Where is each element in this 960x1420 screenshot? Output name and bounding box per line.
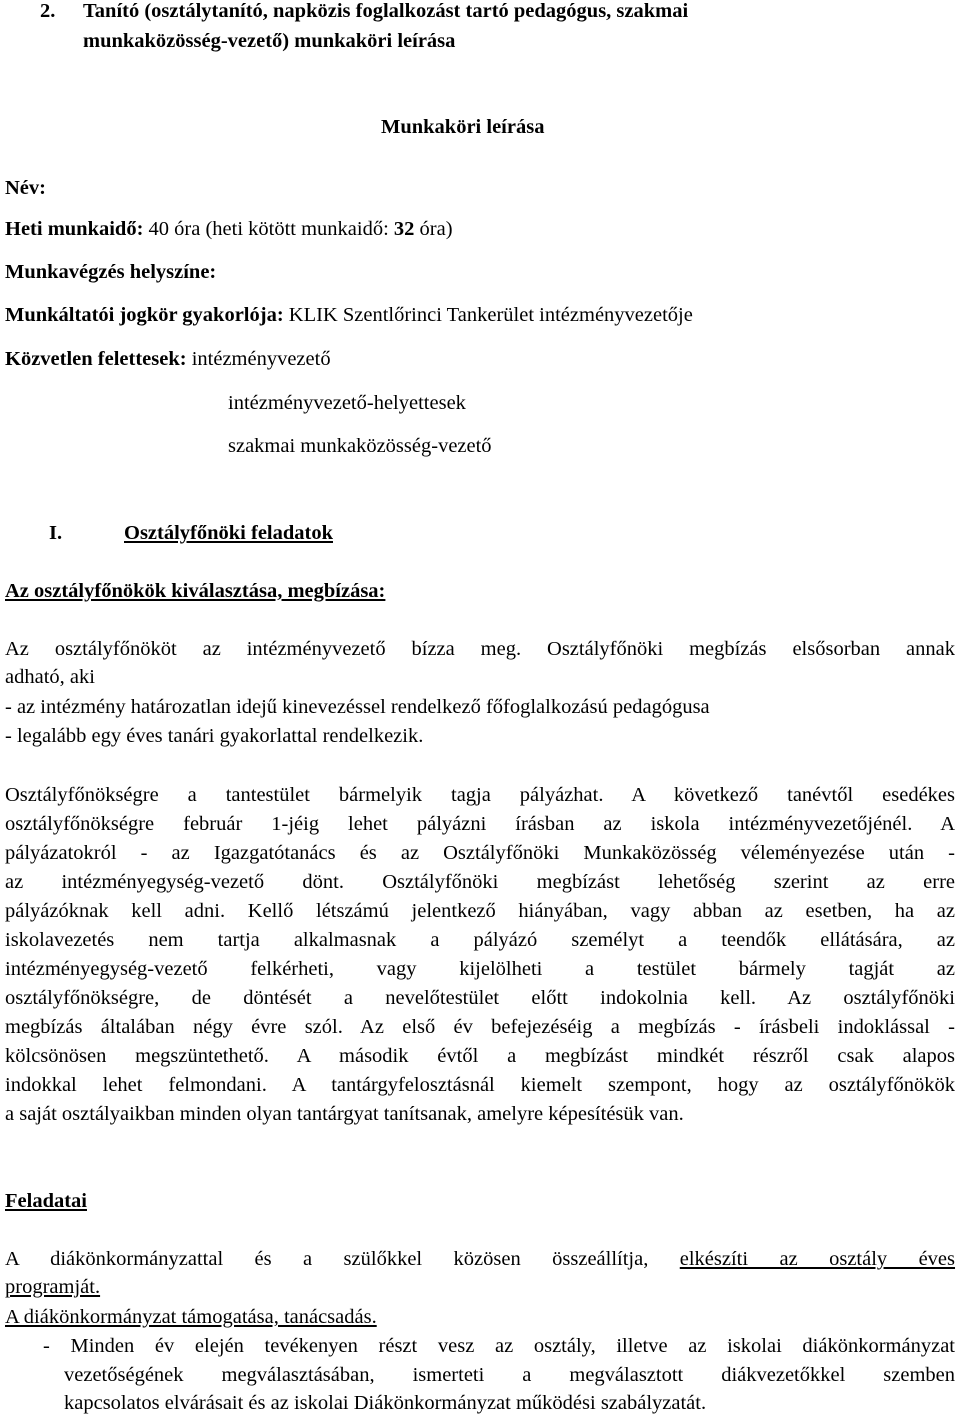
tasks-line-1 [5, 1248, 955, 1271]
para2-line: pályázatokról - az Igazgatótanács és az Osztályfőnöki Munkaközösség véleményezése után - [5, 842, 955, 864]
list-item: - legalább egy éves tanári gyakorlattal rendelkezik. [5, 725, 424, 747]
para2-line: osztályfőnökségre február 1-jéig lehet pályázni írásban az iskola intézményvezetőjénél. A [5, 813, 955, 835]
superiors-label: Közvetlen felettesek: [5, 348, 187, 370]
workplace-label: Munkavégzés helyszíne: [5, 261, 217, 283]
para2-line: osztályfőnökségre, de döntését a nevelőtestület előtt indokolnia kell. Az osztályfőnöki [5, 987, 955, 1009]
section-subtitle: Az osztályfőnökök kiválasztása, megbízása: [5, 580, 386, 602]
name-label: Név: [5, 177, 46, 199]
para2-line: pályázóknak kell adni. Kellő létszámú jelentkező hiányában, vagy abban az esetben, ha az [5, 900, 955, 922]
para2-line: iskolavezetés nem tartja alkalmasnak a pályázó személyt a teendők ellátására, az [5, 929, 955, 951]
superiors-row [5, 348, 331, 371]
tasks-line-3: A diákönkormányzat támogatása, tanácsadás. [5, 1306, 377, 1328]
para2-line: Osztályfőnökségre a tantestület bármelyik tagja pályázhat. A következő tanévtől esedékes [5, 784, 955, 806]
tasks-bullet-line-1: - Minden év elején tevékenyen részt vesz az osztály, illetve az iskolai diákönkormányzat [43, 1335, 955, 1357]
tasks-bullet-line-2: vezetőségének megválasztásában, ismerteti a megválasztott diákvezetőkkel szemben [64, 1364, 955, 1386]
tasks-line-1-underlined: elkészíti az osztály éves [679, 1248, 956, 1270]
weekly-hours-value-b: 32 [393, 218, 415, 240]
document-title: Munkaköri leírása [381, 116, 545, 138]
superior-1: intézményvezető [191, 348, 331, 370]
employer-value: KLIK Szentlőrinci Tankerület intézményvezetője [288, 304, 693, 326]
section-number: I. [49, 522, 63, 544]
para2-line: megbízás általában négy évre szól. Az első év befejezéséig a megbízás - írásbeli indoklással - [5, 1016, 955, 1038]
list-item: - az intézmény határozatlan idejű kinevezéssel rendelkező főfoglalkozású pedagógusa [5, 696, 710, 718]
para1-line-2: adható, aki [5, 666, 95, 688]
heading-number: 2. [40, 0, 56, 22]
weekly-hours-value-a: 40 óra (heti kötött munkaidő: [148, 218, 394, 240]
employer-row [5, 304, 693, 327]
para2-line: az intézményegység-vezető dönt. Osztályfőnöki megbízást lehetőség szerint az erre [5, 871, 955, 893]
weekly-hours-row [5, 218, 453, 241]
employer-label: Munkáltatói jogkör gyakorlója: [5, 304, 284, 326]
weekly-hours-value-c: óra) [414, 218, 453, 240]
tasks-title: Feladatai [5, 1190, 87, 1212]
para2-line: indokkal lehet felmondani. A tantárgyfelosztásnál kiemelt szempont, hogy az osztályfőnökök [5, 1074, 955, 1096]
tasks-bullet-line-3: kapcsolatos elvárásait és az iskolai Diákönkormányzat működési szabályzatát. [64, 1392, 707, 1414]
tasks-line-2: programját. [5, 1276, 101, 1298]
weekly-hours-label: Heti munkaidő: [5, 218, 144, 240]
superior-3: szakmai munkaközösség-vezető [228, 435, 492, 457]
para2-line: kölcsönösen megszüntethető. A második évtől a megbízást mindkét részről csak alapos [5, 1045, 955, 1067]
heading-line-2: munkaközösség-vezető) munkaköri leírása [83, 30, 456, 52]
para1-line-1: Az osztályfőnököt az intézményvezető bízza meg. Osztályfőnöki megbízás elsősorban annak [5, 638, 955, 660]
heading-line-1: Tanító (osztálytanító, napközis foglalkozást tartó pedagógus, szakmai [83, 0, 689, 22]
para2-line: intézményegység-vezető felkérheti, vagy kijelölheti a testület bármely tagját az [5, 958, 955, 980]
para2-line: a saját osztályaikban minden olyan tantárgyat tanítsanak, amelyre képesítésük van. [5, 1103, 684, 1125]
section-title: Osztályfőnöki feladatok [124, 522, 333, 544]
superior-2: intézményvezető-helyettesek [228, 392, 466, 414]
tasks-line-1-plain: A diákönkormányzattal és a szülőkkel közösen összeállítja, [5, 1248, 649, 1270]
